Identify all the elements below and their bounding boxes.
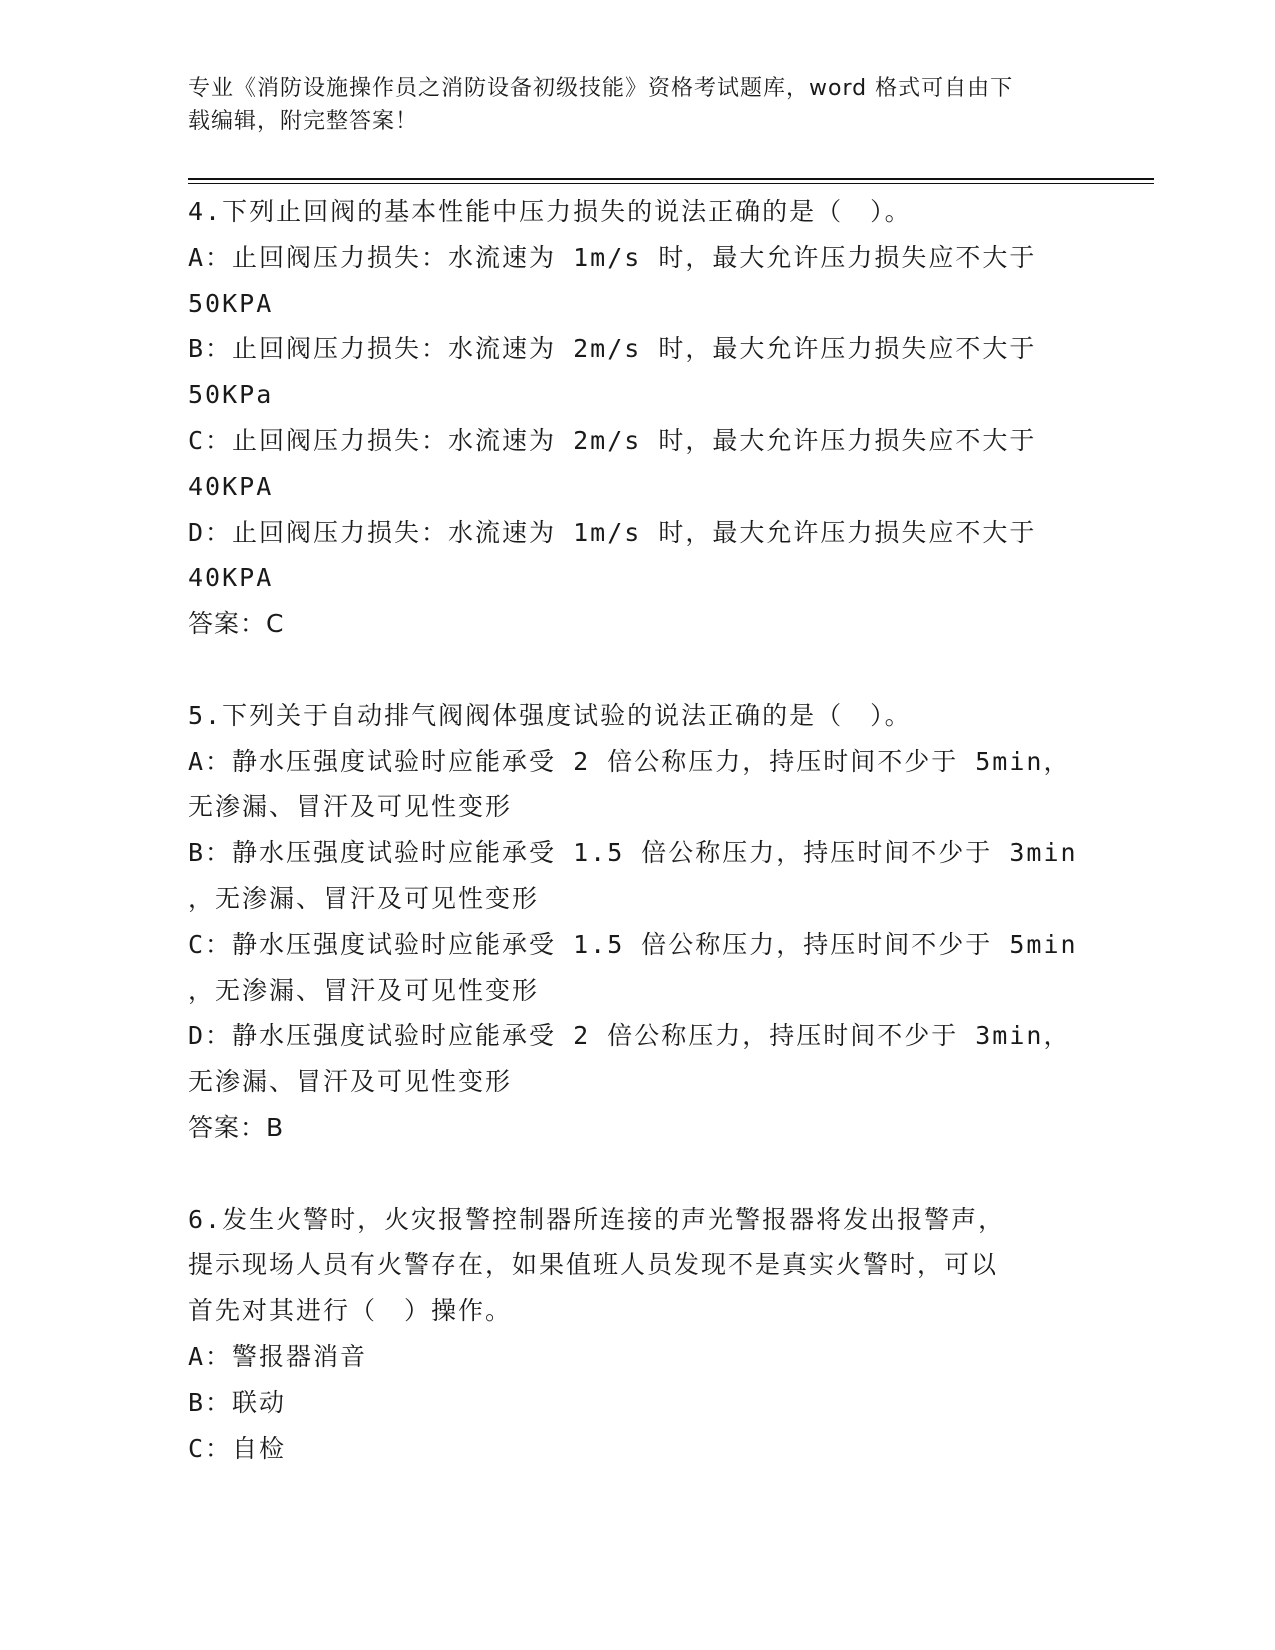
- option-b-continued: 50KPa: [188, 380, 274, 410]
- header-line: 载编辑，附完整答案！: [188, 109, 419, 134]
- option-d-continued: 40KPA: [188, 563, 274, 593]
- option-b: B：静水压强度试验时应能承受 1.5 倍公称压力，持压时间不少于 3min: [188, 838, 1078, 868]
- question-5: [188, 693, 1148, 1151]
- option-b-continued: ，无渗漏、冒汗及可见性变形: [188, 883, 540, 913]
- option-d-continued: 无渗漏、冒汗及可见性变形: [188, 1067, 513, 1097]
- header-line: 专业《消防设施操作员之消防设备初级技能》资格考试题库，word 格式可自由下: [188, 76, 1014, 101]
- option-a: A：止回阀压力损失：水流速为 1m/s 时，最大允许压力损失应不大于: [188, 242, 1037, 272]
- question-stem-continued: 首先对其进行（ ）操作。: [188, 1296, 513, 1326]
- question-stem: 6.发生火警时，火灾报警控制器所连接的声光警报器将发出报警声，: [188, 1204, 1006, 1234]
- question-stem-continued: 提示现场人员有火警存在，如果值班人员发现不是真实火警时，可以: [188, 1250, 999, 1280]
- option-a: A：警报器消音: [188, 1341, 368, 1371]
- question-stem: 4.下列止回阀的基本性能中压力损失的说法正确的是（ ）。: [188, 197, 912, 226]
- option-a-continued: 无渗漏、冒汗及可见性变形: [188, 792, 513, 822]
- header-divider-thick: [188, 178, 1154, 180]
- answer-key: 答案：B: [188, 1112, 285, 1142]
- option-d: D：静水压强度试验时应能承受 2 倍公称压力，持压时间不少于 3min，: [188, 1021, 1071, 1051]
- question-6: [188, 1197, 1148, 1472]
- option-c-continued: ，无渗漏、冒汗及可见性变形: [188, 975, 540, 1005]
- header-divider-thin: [188, 183, 1154, 184]
- option-b: B：止回阀压力损失：水流速为 2m/s 时，最大允许压力损失应不大于: [188, 334, 1037, 364]
- question-stem: 5.下列关于自动排气阀阀体强度试验的说法正确的是（ ）。: [188, 700, 912, 730]
- option-b: B：联动: [188, 1387, 287, 1417]
- question-4: [188, 189, 1148, 647]
- option-a-continued: 50KPA: [188, 288, 274, 318]
- option-c: C：止回阀压力损失：水流速为 2m/s 时，最大允许压力损失应不大于: [188, 425, 1037, 455]
- option-c-continued: 40KPA: [188, 471, 274, 501]
- question-list: [188, 189, 1148, 1517]
- option-d: D：止回阀压力损失：水流速为 1m/s 时，最大允许压力损失应不大于: [188, 517, 1037, 547]
- option-c: C：自检: [188, 1433, 287, 1463]
- answer-key: 答案：C: [188, 609, 285, 639]
- option-a: A：静水压强度试验时应能承受 2 倍公称压力，持压时间不少于 5min，: [188, 746, 1071, 776]
- option-c: C：静水压强度试验时应能承受 1.5 倍公称压力，持压时间不少于 5min: [188, 929, 1078, 959]
- document-header: [188, 72, 1088, 138]
